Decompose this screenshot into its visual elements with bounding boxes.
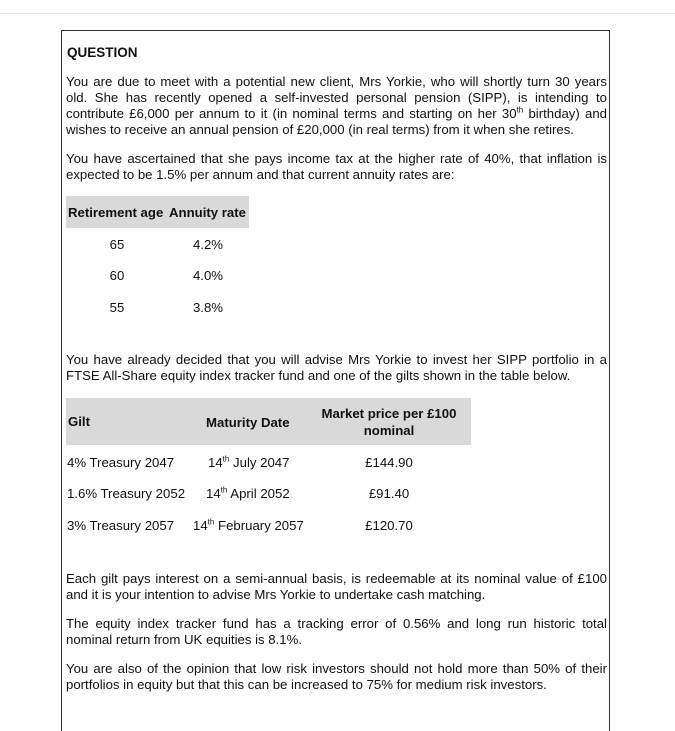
gilt-name-cell: 3% Treasury 2057 xyxy=(67,518,175,533)
top-divider xyxy=(0,13,675,14)
annuity-rate-cell: 3.8% xyxy=(192,300,224,315)
annuity-age-cell: 60 xyxy=(109,268,125,283)
tracker-fund-paragraph: The equity index tracker fund has a tracking error of 0.56% and long run historic total nominal return from UK equities is 8.1%. xyxy=(66,616,607,647)
annuity-header-age: Retirement age xyxy=(68,205,164,220)
gilt-price-cell: £144.90 xyxy=(365,455,413,470)
cash-matching-paragraph: Each gilt pays interest on a semi-annual basis, is redeemable at its nominal value of £100 and it is your intention to advise Mrs Yorkie to undertake cash matching. xyxy=(66,571,607,602)
annuity-header-rate: Annuity rate xyxy=(169,205,246,220)
annuity-age-cell: 55 xyxy=(109,300,125,315)
gilt-price-cell: £91.40 xyxy=(368,486,410,501)
gilt-maturity-cell: 14th April 2052 xyxy=(206,485,290,501)
risk-opinion-paragraph: You are also of the opinion that low risk investors should not hold more than 50% of their portfolios in equity but that this can be increased to 75% for medium risk investors. xyxy=(66,661,607,692)
gilt-header-price: Market price per £100 xyxy=(321,406,457,421)
gilt-header-maturity: Maturity Date xyxy=(206,415,290,430)
gilt-price-cell: £120.70 xyxy=(365,518,413,533)
gilt-maturity-cell: 14th February 2057 xyxy=(193,517,304,533)
intro-paragraph: You are due to meet with a potential new client, Mrs Yorkie, who will shortly turn 30 years old. She has recently opened a self-invested personal pension (SIPP), is intending to contribute £6,000 per annum to it (in nominal terms and starting on her 30th birthday) and wishes to receive an annual pension of £20,000 (in real terms) from it when she retires. xyxy=(66,74,608,137)
gilt-name-cell: 1.6% Treasury 2052 xyxy=(67,486,186,501)
annuity-age-cell: 65 xyxy=(109,237,125,252)
question-heading: QUESTION xyxy=(67,45,138,60)
tax-inflation-paragraph: You have ascertained that she pays income tax at the higher rate of 40%, that inflation is expected to be 1.5% per annum and that current annuity rates are: xyxy=(66,151,607,182)
annuity-rate-cell: 4.2% xyxy=(192,237,224,252)
gilt-maturity-cell: 14th July 2047 xyxy=(208,454,290,470)
gilt-name-cell: 4% Treasury 2047 xyxy=(67,455,175,470)
gilt-header-name: Gilt xyxy=(68,414,90,429)
annuity-rate-cell: 4.0% xyxy=(192,268,224,283)
portfolio-paragraph: You have already decided that you will advise Mrs Yorkie to invest her SIPP portfolio in a FTSE All-Share equity index tracker fund and one of the gilts shown in the table below. xyxy=(66,352,607,383)
gilt-header-price-nominal: nominal xyxy=(363,423,415,438)
